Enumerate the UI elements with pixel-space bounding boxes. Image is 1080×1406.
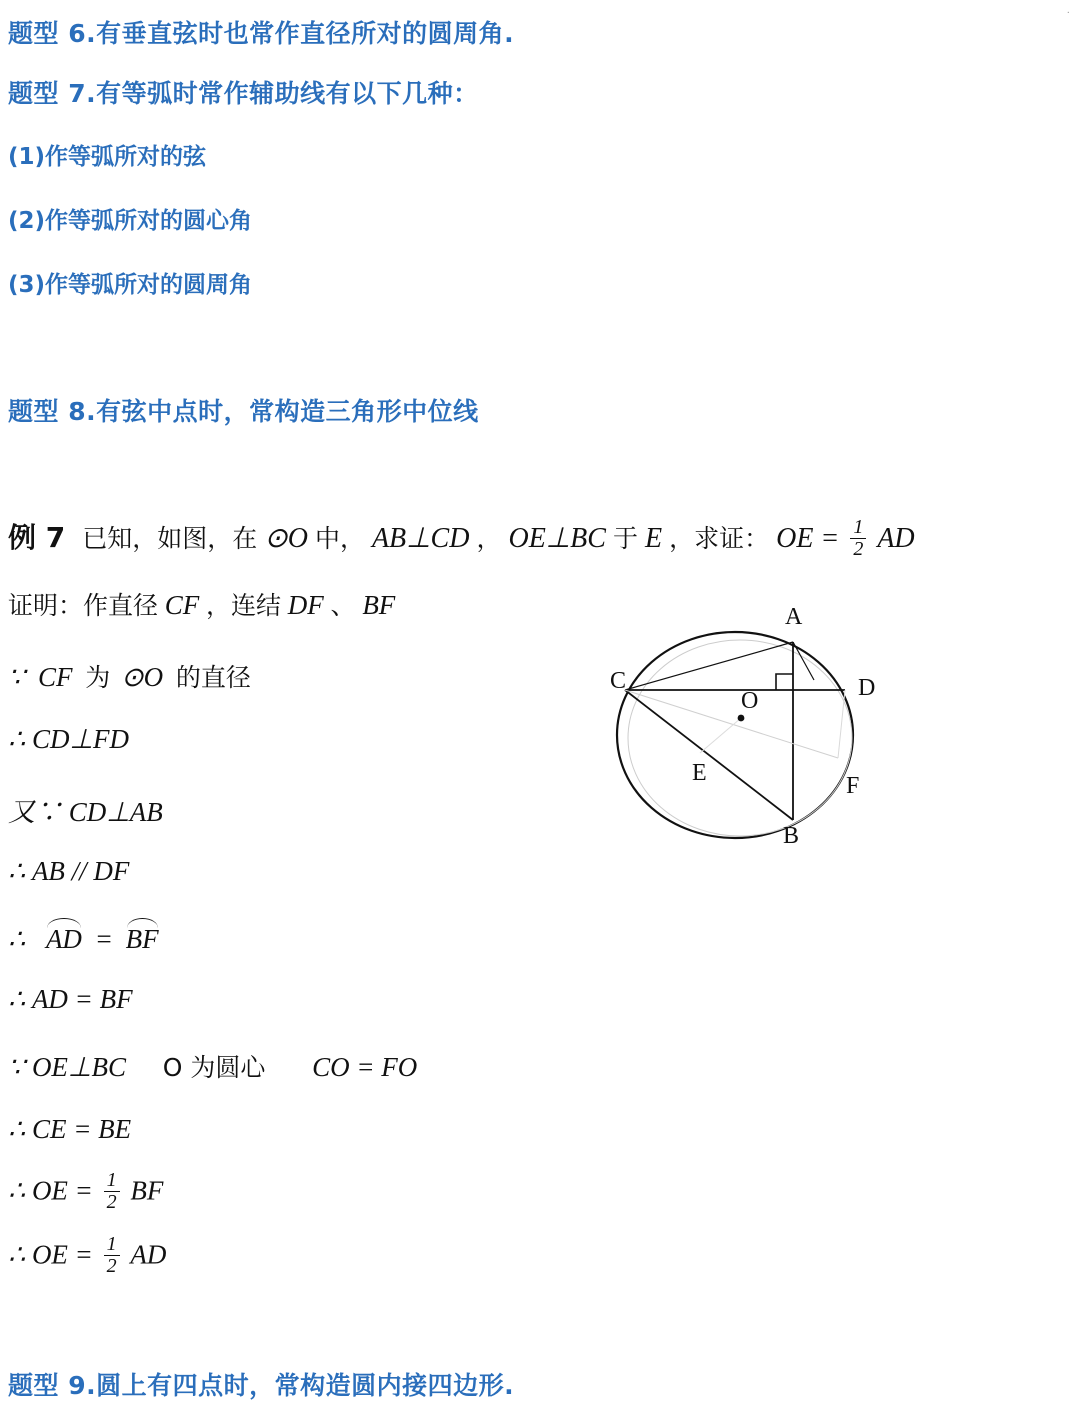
proof-step-5	[8, 922, 159, 955]
figure-label-e: E	[692, 760, 707, 786]
geometry-figure	[600, 604, 920, 880]
point-e: E	[644, 523, 663, 554]
step-3-expression: CD⊥AB	[68, 797, 163, 827]
step-1-symbol: ∵	[8, 662, 26, 692]
circle-o-shape	[617, 632, 853, 838]
step-4-symbol: ∴	[8, 856, 26, 886]
step-4-expression: AB // DF	[31, 856, 130, 886]
step-1-circle-o: ⊙O	[120, 662, 164, 692]
chord-cb	[625, 690, 793, 820]
circle-o-symbol: ⊙O	[264, 523, 308, 554]
fraction-denominator: 2	[850, 538, 866, 560]
center-point-o	[738, 715, 745, 722]
segment-bf: BF	[362, 590, 396, 620]
step-2-expression: CD⊥FD	[31, 724, 129, 754]
step-8-symbol: ∴	[8, 1114, 26, 1144]
proof-step-3	[8, 790, 163, 829]
list-item-2: (2)作等弧所对的圆心角	[8, 208, 253, 234]
statement-part-4: 于	[612, 524, 638, 553]
step-8-expression: CE = BE	[31, 1114, 132, 1144]
step-5-symbol: ∴	[8, 924, 26, 954]
figure-label-a: A	[785, 604, 803, 630]
step-9-denominator: 2	[104, 1191, 120, 1213]
statement-part-1: 已知，如图，在	[82, 524, 258, 553]
step-1-expression: CF	[37, 662, 73, 692]
diameter-cf: CF	[164, 590, 200, 620]
statement-part-5: ，求证：	[669, 524, 770, 553]
chord-ad	[793, 642, 814, 680]
step-6-expression: AD = BF	[31, 984, 133, 1014]
step-7-symbol: ∵	[8, 1052, 26, 1082]
proof-intro	[8, 586, 395, 622]
step-1-cn-1: 为	[85, 663, 111, 692]
figure-label-c: C	[610, 668, 627, 694]
step-9-symbol: ∴	[8, 1175, 26, 1206]
figure-svg	[600, 620, 920, 870]
proof-step-8	[8, 1114, 131, 1145]
step-9-rhs: BF	[130, 1175, 164, 1206]
step-3-symbol: 又∵	[8, 797, 62, 827]
proof-mid: ，连结	[206, 591, 282, 620]
corner-mark: ·	[1066, 8, 1070, 19]
example-statement	[8, 516, 915, 562]
step-10-symbol: ∴	[8, 1239, 26, 1270]
step-9-numerator: 1	[106, 1169, 117, 1191]
proof-separator: 、	[330, 591, 356, 620]
heading-type-9: 题型 9.圆上有四点时，常构造圆内接四边形.	[8, 1371, 515, 1400]
step-5-equals: =	[94, 924, 113, 954]
arc-ad: AD	[45, 924, 82, 954]
figure-label-o: O	[741, 688, 759, 714]
heading-type-8: 题型 8.有弦中点时，常构造三角形中位线	[8, 397, 479, 426]
step-7-expression: OE⊥BC	[31, 1052, 126, 1082]
proof-step-6	[8, 984, 133, 1015]
segment-df: DF	[287, 590, 324, 620]
heading-type-6: 题型 6.有垂直弦时也常作直径所对的圆周角.	[8, 19, 515, 48]
step-10-numerator: 1	[106, 1233, 117, 1255]
segment-df-line	[838, 690, 845, 758]
proof-step-10	[8, 1233, 167, 1279]
step-7-cn: O 为圆心	[162, 1053, 266, 1082]
example-label: 例 7	[8, 521, 66, 554]
step-9-lhs: OE =	[31, 1175, 93, 1206]
right-angle-mark	[776, 674, 793, 690]
statement-part-3: ，	[476, 524, 502, 553]
statement-part-2: 中，	[314, 524, 365, 553]
diameter-cf-line	[625, 690, 838, 758]
arc-bf: BF	[125, 924, 159, 954]
fraction-numerator: 1	[853, 516, 864, 539]
step-10-lhs: OE =	[31, 1239, 93, 1270]
list-item-3: (3)作等弧所对的圆周角	[8, 272, 253, 298]
condition-oe-perp-bc: OE⊥BC	[508, 523, 606, 554]
figure-label-d: D	[858, 675, 876, 701]
condition-ab-perp-cd: AB⊥CD	[371, 523, 470, 554]
proof-step-4	[8, 856, 129, 887]
step-9-fraction	[104, 1170, 120, 1213]
heading-type-7: 题型 7.有等弧时常作辅助线有以下几种：	[8, 79, 479, 108]
figure-label-f: F	[846, 773, 860, 799]
fraction-one-half	[850, 517, 866, 560]
step-10-rhs: AD	[130, 1239, 167, 1270]
proof-step-1	[8, 658, 251, 694]
proof-prefix: 证明：作直径	[8, 591, 159, 620]
step-10-fraction	[104, 1234, 120, 1277]
conclusion-rhs: AD	[877, 523, 915, 554]
step-1-cn-2: 的直径	[175, 663, 251, 692]
segment-oe-line	[700, 718, 741, 753]
figure-label-b: B	[783, 823, 800, 849]
chord-ca	[625, 642, 793, 690]
list-item-1: (1)作等弧所对的弦	[8, 144, 207, 170]
conclusion-lhs: OE =	[776, 523, 840, 554]
proof-step-2	[8, 724, 129, 755]
step-2-symbol: ∴	[8, 724, 26, 754]
proof-step-7	[8, 1048, 417, 1084]
step-6-symbol: ∴	[8, 984, 26, 1014]
step-7-expression-2: CO = FO	[312, 1052, 418, 1082]
step-10-denominator: 2	[104, 1255, 120, 1277]
proof-step-9	[8, 1169, 164, 1215]
